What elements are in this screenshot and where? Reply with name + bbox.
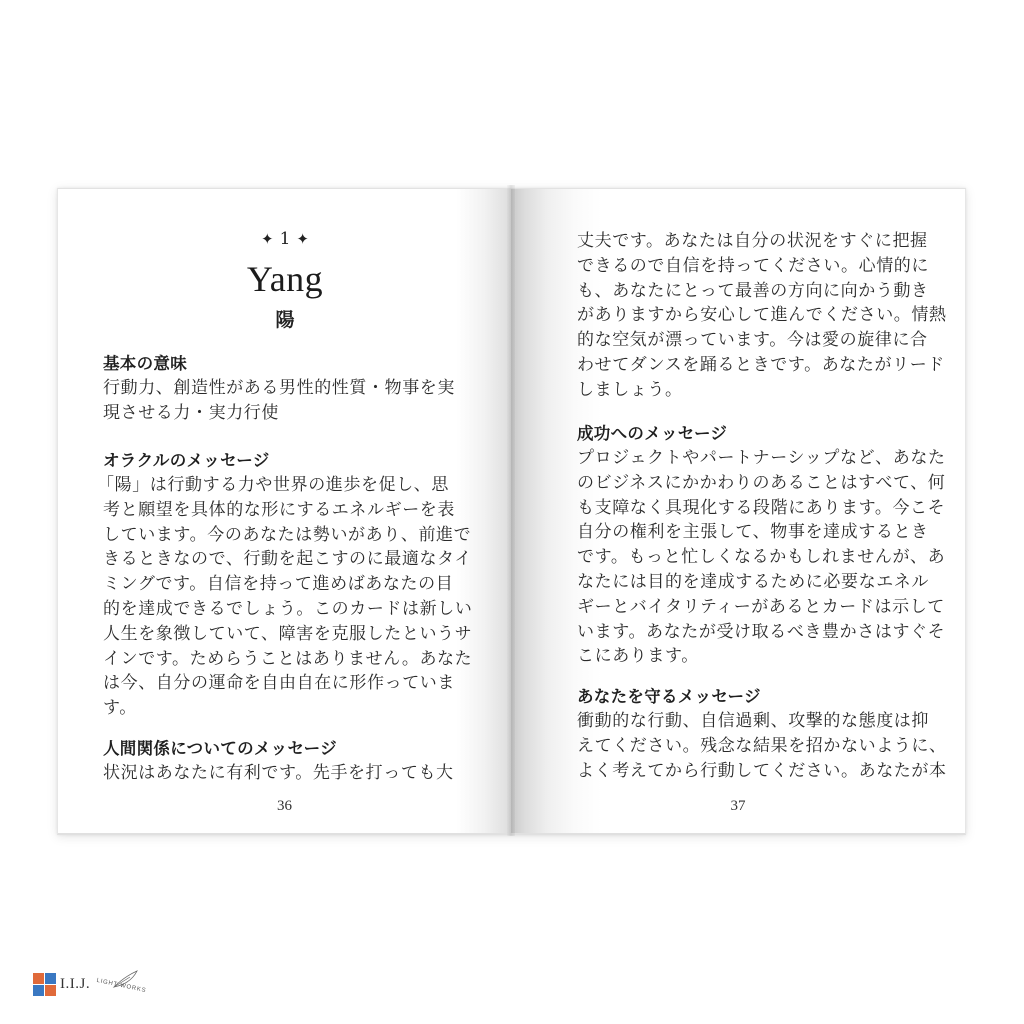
text-line: 人生を象徴していて、障害を克服したというサ (103, 623, 473, 644)
text-line: 的を達成できるでしょう。このカードは新しい (103, 598, 473, 619)
section-protection-message (577, 685, 947, 783)
text-line: います。あなたが受け取るべき豊かさはすぐそ (577, 621, 946, 642)
light-works-logo (96, 969, 146, 999)
text-line: えてください。残念な結果を招かないように、 (577, 735, 947, 756)
text-line: わせてダンスを踊るときです。あなたがリード (577, 354, 945, 375)
book-spine (507, 185, 515, 836)
text-line: す。 (103, 698, 137, 719)
section-heading: 基本の意味 (103, 354, 187, 373)
section-relationship-continued (577, 229, 947, 403)
text-line: きるときなので、行動を起こすのに最適なタイ (103, 549, 472, 570)
section-success-message (577, 422, 947, 669)
logo-sub-brand-text: LIGHT WORKS (96, 977, 147, 995)
text-line: 行動力、創造性がある男性的性質・物事を実 (103, 378, 455, 398)
section-heading: あなたを守るメッセージ (577, 687, 761, 706)
section-heading: オラクルのメッセージ (103, 451, 270, 470)
text-line: 考と願望を具体的な形にするエネルギーを表 (103, 499, 455, 520)
text-line: 状況はあなたに有利です。先手を打っても大 (103, 763, 454, 783)
text-line: ギーとバイタリティーがあるとカードは示して (577, 596, 945, 617)
text-line: しています。今のあなたは勢いがあり、前進で (103, 524, 472, 545)
text-line: 的な空気が漂っています。今は愛の旋律に合 (577, 330, 928, 351)
right-page (511, 188, 966, 835)
book-spread (57, 188, 966, 835)
text-line: も、あなたにとって最善の方向に向かう動き (577, 280, 929, 301)
text-line: できるので自信を持ってください。心情的に (577, 255, 929, 276)
text-line: のビジネスにかかわりのあることはすべて、何 (577, 472, 946, 493)
text-line: 自分の権利を主張して、物事を達成するとき (577, 522, 929, 543)
star-icon: ✦ (261, 230, 274, 248)
card-number-header (58, 229, 512, 249)
text-line: は今、自分の運命を自由自在に形作っていま (103, 673, 455, 694)
section-basic-meaning (103, 352, 473, 426)
text-line: 衝動的な行動、自信過剰、攻撃的な態度は抑 (577, 711, 929, 731)
text-line: インです。ためらうことはありません。あなた (103, 648, 473, 669)
star-icon: ✦ (296, 230, 309, 248)
section-heading: 成功へのメッセージ (577, 424, 728, 443)
card-number: 1 (279, 229, 291, 249)
card-title: Yang (246, 259, 324, 299)
text-line: しましょう。 (577, 379, 683, 400)
logo-mark-icon (33, 973, 56, 996)
text-line: こにあります。 (577, 646, 699, 667)
card-title-japanese: 陽 (275, 309, 295, 331)
section-relationship-message (103, 737, 473, 786)
text-line: がありますから安心して進んでください。情熱 (577, 305, 947, 326)
left-page (57, 188, 511, 835)
text-line: も支障なく具現化する段階にあります。今こそ (577, 497, 946, 518)
page-number: 36 (277, 798, 292, 814)
page-number: 37 (730, 798, 746, 814)
text-line: プロジェクトやパートナーシップなど、あなた (577, 448, 946, 468)
text-line: ミングです。自信を持って進めばあなたの目 (103, 574, 454, 595)
section-oracle-message (97, 449, 473, 721)
text-line: 現させる力・実力行使 (103, 402, 279, 423)
text-line: 丈夫です。あなたは自分の状況をすぐに把握 (577, 231, 928, 251)
publisher-logo (33, 968, 146, 1000)
section-heading: 人間関係についてのメッセージ (103, 739, 337, 758)
text-line: です。もっと忙しくなるかもしれませんが、あ (577, 547, 946, 568)
logo-brand-text: I.I.J. (60, 975, 91, 992)
text-line: 「陽」は行動する力や世界の進歩を促し、思 (97, 475, 449, 495)
text-line: なたには目的を達成するために必要なエネル (577, 571, 929, 592)
text-line: よく考えてから行動してください。あなたが本 (577, 760, 947, 781)
